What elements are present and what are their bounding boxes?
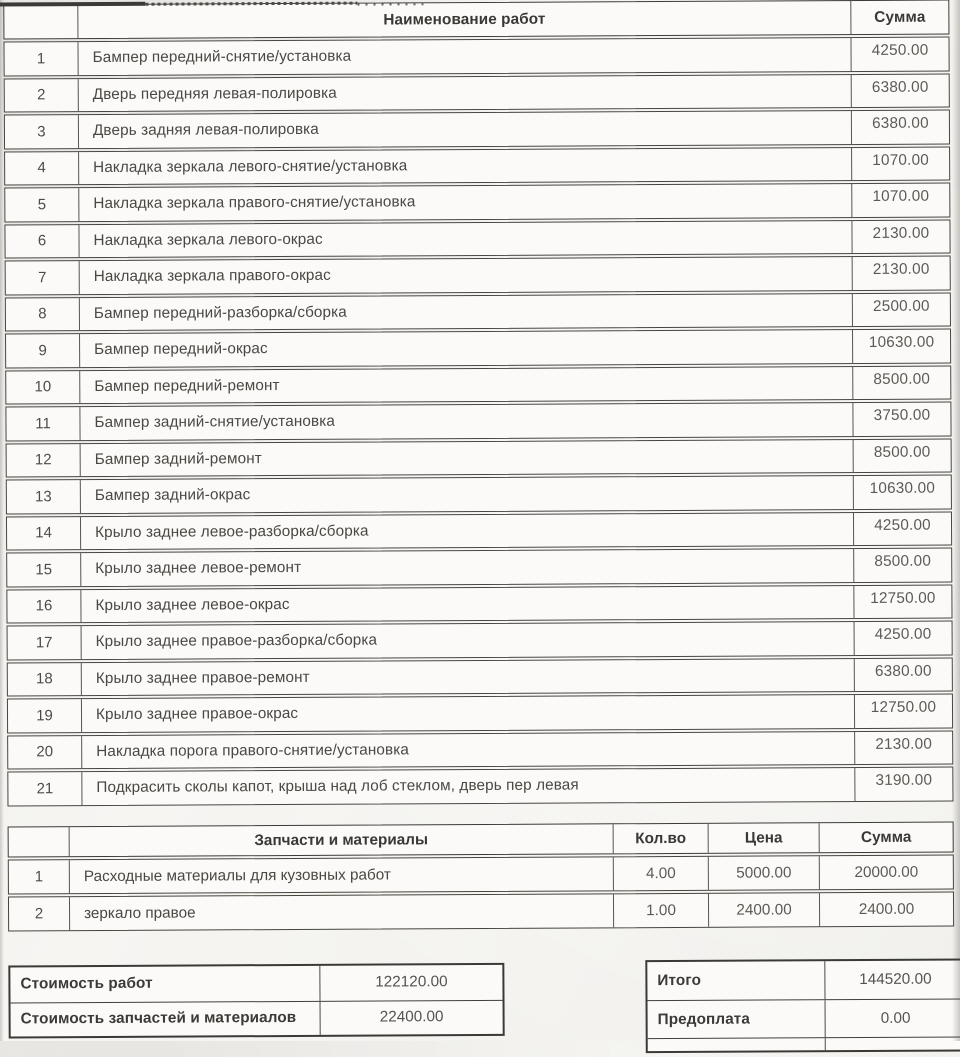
row-label: Накладка зеркала левого-снятие/установка xyxy=(93,157,408,176)
row-sum: 12750.00 xyxy=(854,695,952,728)
row-qty: 1.00 xyxy=(613,894,708,927)
row-sum: 10630.00 xyxy=(852,330,950,363)
row-number: 2 xyxy=(9,897,70,930)
parts-header-price: Цена xyxy=(708,823,819,853)
work-table-row xyxy=(6,584,952,623)
row-number: 14 xyxy=(7,517,81,550)
summary-label: Предоплата xyxy=(657,1010,751,1028)
work-header-name: Наименование работ xyxy=(383,10,546,28)
parts-table-row xyxy=(8,855,954,895)
row-sum: 6380.00 xyxy=(851,74,949,107)
row-sum: 10630.00 xyxy=(853,476,951,509)
row-label: Накладка зеркала левого-окрас xyxy=(93,230,323,249)
row-label: Дверь передняя левая-полировка xyxy=(92,84,337,103)
row-label: Бампер задний-снятие/установка xyxy=(94,413,335,432)
row-label: Бампер передний-ремонт xyxy=(94,376,280,395)
parts-header-number-cell xyxy=(9,827,70,856)
row-label: Накладка зеркала правого-окрас xyxy=(93,267,331,286)
row-sum: 4250.00 xyxy=(854,622,952,655)
row-number: 1 xyxy=(9,860,70,893)
row-number: 6 xyxy=(5,225,79,258)
scan-artifact-line xyxy=(0,2,145,7)
row-label: Крыло заднее правое-окрас xyxy=(95,705,299,724)
row-sum: 4250.00 xyxy=(850,38,948,71)
row-label: Бампер передний-снятие/установка xyxy=(92,47,352,67)
row-label: Накладка зеркала правого-снятие/установка xyxy=(93,193,416,213)
row-label: Дверь задняя левая-полировка xyxy=(92,121,319,140)
work-header-sum: Сумма xyxy=(850,1,948,35)
work-table-row xyxy=(5,292,951,331)
row-number: 18 xyxy=(8,663,82,696)
work-table-row xyxy=(5,365,951,404)
row-number: 9 xyxy=(6,334,80,367)
row-number: 12 xyxy=(7,444,81,477)
row-sum: 4250.00 xyxy=(853,512,951,545)
work-table-row xyxy=(6,475,952,514)
row-sum: 3190.00 xyxy=(854,768,952,801)
row-sum: 3750.00 xyxy=(852,403,950,436)
work-table-row xyxy=(6,511,952,550)
row-sum: 2400.00 xyxy=(819,893,953,927)
summary-value: 22400.00 xyxy=(320,1000,503,1034)
row-label: Крыло заднее левое-разборка/сборка xyxy=(95,522,369,541)
work-table-row xyxy=(7,767,953,806)
work-table-row xyxy=(6,548,952,587)
row-sum: 8500.00 xyxy=(853,439,951,472)
row-qty: 4.00 xyxy=(613,857,708,890)
row-label: Накладка порога правого-снятие/установка xyxy=(96,741,409,760)
summary-label: Стоимость работ xyxy=(20,974,153,993)
work-table-row xyxy=(7,657,953,696)
work-table-row xyxy=(5,329,951,368)
row-number: 10 xyxy=(6,371,80,404)
row-number: 1 xyxy=(4,42,78,75)
parts-header-sum: Сумма xyxy=(819,823,953,853)
parts-table-row xyxy=(8,892,954,932)
parts-header-qty: Кол.во xyxy=(613,824,708,853)
work-items-table xyxy=(3,0,953,806)
row-number: 17 xyxy=(8,626,82,659)
row-sum: 8500.00 xyxy=(853,549,951,582)
row-label: Крыло заднее левое-окрас xyxy=(95,595,290,614)
works-cost-summary-box xyxy=(8,963,504,1039)
clipped-summary-row xyxy=(648,1036,960,1051)
row-label: Подкрасить сколы капот, крыша над лоб стеклом, дверь пер левая xyxy=(96,776,579,797)
row-sum: 2130.00 xyxy=(854,731,952,764)
row-label: Крыло заднее левое-ремонт xyxy=(95,559,302,578)
row-sum: 6380.00 xyxy=(851,111,949,144)
row-sum: 2130.00 xyxy=(851,220,949,253)
work-table-row xyxy=(7,694,953,733)
work-table-row xyxy=(6,438,952,477)
row-number: 4 xyxy=(5,152,79,185)
row-sum: 12750.00 xyxy=(853,585,951,618)
row-number: 5 xyxy=(5,188,79,221)
row-sum: 20000.00 xyxy=(819,856,953,890)
row-number: 21 xyxy=(8,772,82,805)
summary-label: Стоимость запчастей и материалов xyxy=(20,1009,297,1028)
row-label: Бампер передний-окрас xyxy=(94,340,268,359)
row-label: Бампер задний-ремонт xyxy=(94,449,262,468)
row-number: 19 xyxy=(8,699,82,732)
parts-header-name: Запчасти и материалы xyxy=(254,830,429,849)
row-label: Крыло заднее правое-ремонт xyxy=(95,668,310,687)
scan-artifact-dots xyxy=(357,3,429,5)
row-number: 8 xyxy=(6,298,80,331)
row-sum: 8500.00 xyxy=(852,366,950,399)
summary-value: 0.00 xyxy=(825,999,960,1037)
row-number: 3 xyxy=(5,115,79,148)
scan-edge-shadow-left xyxy=(0,0,4,1041)
work-table-row xyxy=(3,37,949,76)
row-label: Крыло заднее правое-разборка/сборка xyxy=(95,631,378,651)
row-number: 15 xyxy=(7,553,81,586)
totals-summary-box xyxy=(645,958,960,1053)
row-sum: 6380.00 xyxy=(854,658,952,691)
work-table-row xyxy=(4,219,950,258)
work-table-row xyxy=(5,402,951,441)
work-table-header-row xyxy=(3,0,949,39)
row-sum: 1070.00 xyxy=(851,184,949,217)
row-number: 13 xyxy=(7,480,81,513)
summary-value: 122120.00 xyxy=(319,965,502,1000)
row-number: 11 xyxy=(6,407,80,440)
row-label: Бампер задний-окрас xyxy=(94,486,251,505)
row-price: 5000.00 xyxy=(708,856,819,890)
row-label: зеркало правое xyxy=(84,903,196,922)
work-table-row xyxy=(5,256,951,295)
row-number: 16 xyxy=(7,590,81,623)
work-table-row xyxy=(4,183,950,222)
row-sum: 2500.00 xyxy=(852,293,950,326)
work-table-row xyxy=(7,730,953,769)
row-label: Расходные материалы для кузовных работ xyxy=(83,865,391,885)
row-number: 2 xyxy=(5,79,79,112)
summary-row xyxy=(648,998,960,1038)
parts-table-header-row xyxy=(8,822,954,858)
parts-table xyxy=(8,822,955,932)
summary-row xyxy=(647,960,960,1000)
work-table-row xyxy=(7,621,953,660)
row-sum: 2130.00 xyxy=(852,257,950,290)
summary-row xyxy=(11,999,503,1036)
row-number: 7 xyxy=(6,261,80,294)
row-sum: 1070.00 xyxy=(851,147,949,180)
summary-row xyxy=(10,965,502,1002)
row-label: Бампер передний-разборка/сборка xyxy=(93,303,347,322)
row-price: 2400.00 xyxy=(708,893,819,927)
work-table-row xyxy=(4,73,950,112)
scan-edge-shadow-right xyxy=(952,0,960,1041)
row-number: 20 xyxy=(8,736,82,769)
work-table-row xyxy=(4,110,950,149)
summary-value: 144520.00 xyxy=(824,960,960,999)
work-table-row xyxy=(4,146,950,185)
summary-label: Итого xyxy=(657,971,702,990)
work-header-number-cell xyxy=(4,5,78,38)
